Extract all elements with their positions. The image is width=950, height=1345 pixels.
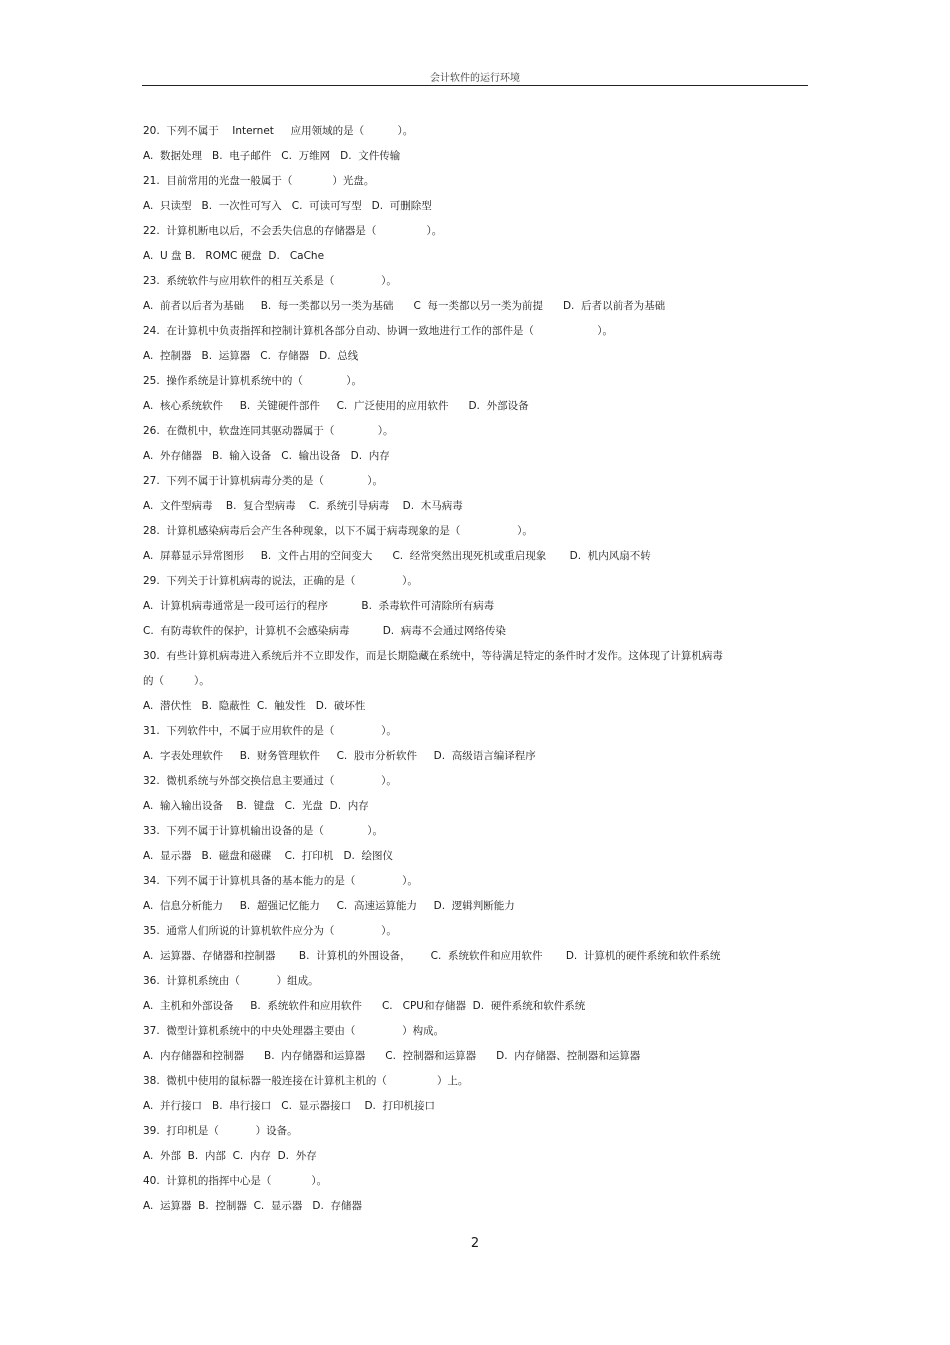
answer-options: C. 有防毒软件的保护，计算机不会感染病毒 D. 病毒不会通过网络传染 [143,625,506,637]
question-text: 25. 操作系统是计算机系统中的（ ）。 [143,375,363,387]
answer-options: A. 只读型 B. 一次性可写入 C. 可读可写型 D. 可删除型 [143,200,432,212]
answer-options: A. 文件型病毒 B. 复合型病毒 C. 系统引导病毒 D. 木马病毒 [143,500,463,512]
question-text: 24. 在计算机中负责指挥和控制计算机各部分自动、协调一致地进行工作的部件是（ ）。 [143,325,614,337]
header-title: 会计软件的运行环境 [430,73,520,84]
question-text: 26. 在微机中，软盘连同其驱动器属于（ ）。 [143,425,394,437]
question-text: 35. 通常人们所说的计算机软件应分为（ ）。 [143,925,397,937]
answer-options: A. 外存储器 B. 输入设备 C. 输出设备 D. 内存 [143,450,390,462]
question-list [143,119,783,1219]
answer-options: A. 内存储器和控制器 B. 内存储器和运算器 C. 控制器和运算器 D. 内存储器、控制器和运算器 [143,1050,641,1062]
answer-options: A. 运算器、存储器和控制器 B. 计算机的外围设备， C. 系统软件和应用软件 D. 计算机的硬件系统和软件系统 [143,950,721,962]
answer-options: A. 主机和外部设备 B. 系统软件和应用软件 C. CPU和存储器 D. 硬件系统和软件系统 [143,1000,586,1012]
answer-options: A. 输入输出设备 B. 键盘 C. 光盘 D. 内存 [143,800,369,812]
question-text: 31. 下列软件中，不属于应用软件的是（ ）。 [143,725,397,737]
question-text: 27. 下列不属于计算机病毒分类的是（ ）。 [143,475,384,487]
answer-options: A. 屏幕显示异常图形 B. 文件占用的空间变大 C. 经常突然出现死机或重启现象 D. 机内风扇不转 [143,550,651,562]
answer-options: A. 显示器 B. 磁盘和磁碟 C. 打印机 D. 绘图仪 [143,850,394,862]
page-header [142,66,808,86]
question-text: 23. 系统软件与应用软件的相互关系是（ ）。 [143,275,397,287]
question-text: 21. 目前常用的光盘一般属于（ ）光盘。 [143,175,375,187]
question-text: 20. 下列不属于 Internet 应用领域的是（ ）。 [143,125,414,137]
answer-options: A. 字表处理软件 B. 财务管理软件 C. 股市分析软件 D. 高级语言编译程序 [143,750,536,762]
answer-options: A. 前者以后者为基础 B. 每一类都以另一类为基础 C 每一类都以另一类为前提 D. 后者以前者为基础 [143,300,666,312]
question-text: 28. 计算机感染病毒后会产生各种现象，以下不属于病毒现象的是（ ）。 [143,525,533,537]
answer-options: A. 计算机病毒通常是一段可运行的程序 B. 杀毒软件可清除所有病毒 [143,600,495,612]
question-text: 40. 计算机的指挥中心是（ ）。 [143,1175,328,1187]
question-text: 22. 计算机断电以后，不会丢失信息的存储器是（ ）。 [143,225,443,237]
question-text: 39. 打印机是（ ）设备。 [143,1125,298,1137]
answer-options: A. 潜伏性 B. 隐蔽性 C. 触发性 D. 破坏性 [143,700,366,712]
answer-options: A. 运算器 B. 控制器 C. 显示器 D. 存储器 [143,1200,363,1212]
answer-options: A. 外部 B. 内部 C. 内存 D. 外存 [143,1150,317,1162]
answer-options: A. 数据处理 B. 电子邮件 C. 万维网 D. 文件传输 [143,150,401,162]
question-text: 30. 有些计算机病毒进入系统后并不立即发作，而是长期隐藏在系统中，等待满足特定的条件时才发作。这体现了计算机病毒 [143,650,723,662]
answer-options: A. 并行接口 B. 串行接口 C. 显示器接口 D. 打印机接口 [143,1100,436,1112]
answer-options: A. 控制器 B. 运算器 C. 存储器 D. 总线 [143,350,359,362]
question-text: 29. 下列关于计算机病毒的说法，正确的是（ ）。 [143,575,418,587]
question-text: 32. 微机系统与外部交换信息主要通过（ ）。 [143,775,397,787]
answer-options: A. U 盘 B. ROMC 硬盘 D. CaChe [143,250,325,262]
question-text: 34. 下列不属于计算机具备的基本能力的是（ ）。 [143,875,418,887]
answer-options: A. 信息分析能力 B. 超强记忆能力 C. 高速运算能力 D. 逻辑判断能力 [143,900,515,912]
question-text: 33. 下列不属于计算机输出设备的是（ ）。 [143,825,384,837]
page-number: 2 [470,1236,480,1251]
question-text: 36. 计算机系统由（ ）组成。 [143,975,319,987]
question-text: 的（ ）。 [143,675,210,687]
answer-options: A. 核心系统软件 B. 关键硬件部件 C. 广泛使用的应用软件 D. 外部设备 [143,400,529,412]
question-text: 37. 微型计算机系统中的中央处理器主要由（ ）构成。 [143,1025,445,1037]
question-text: 38. 微机中使用的鼠标器一般连接在计算机主机的（ ）上。 [143,1075,469,1087]
